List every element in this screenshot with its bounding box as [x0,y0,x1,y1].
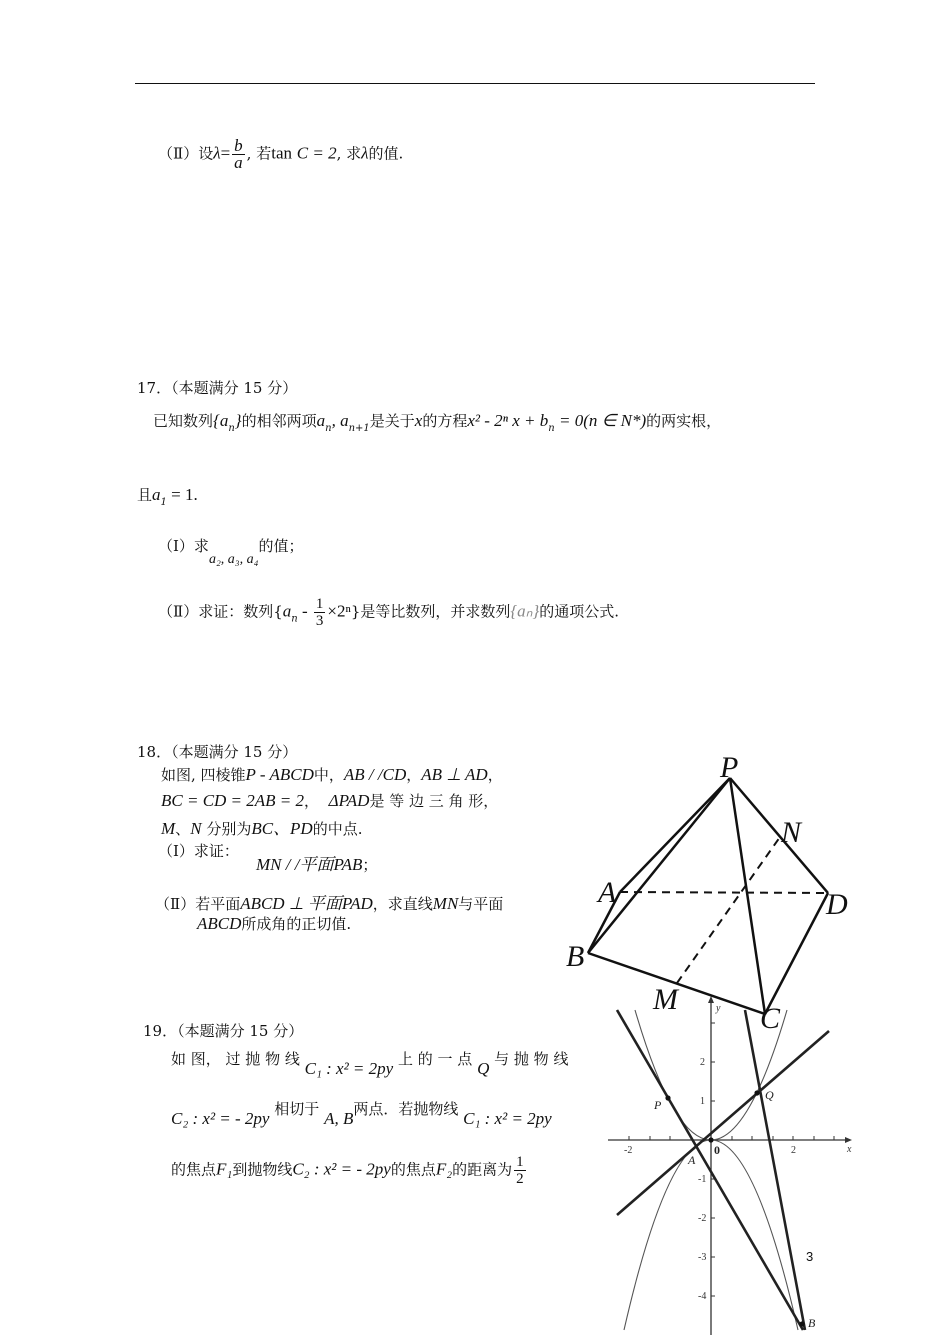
label-P: P [720,751,739,784]
q18-part2: （Ⅱ）若平面ABCD ⊥ 平面PAD，求直线MN与平面 [155,894,504,913]
y-tick-label: -4 [698,1291,707,1302]
x-axis-arrow-icon [845,1137,852,1143]
tangent-line-PQ [617,1031,829,1215]
label-B: B [566,940,585,973]
edge-AD-hidden [620,892,828,893]
segment-MN-hidden [677,837,780,983]
q18-line3: M、N 分别为BC、PD的中点. [161,819,363,838]
q19-line3: 的焦点F₁到抛物线C₂ : x² = - 2py的焦点F₂的距离为 $\frac{1}{2}$ [171,1154,524,1187]
q17-number: 17．（本题满分 15 分） [137,379,298,397]
point-Q [754,1090,759,1095]
y-tick-label: -2 [698,1213,707,1224]
edge-PB [588,778,730,953]
q19-number: 19．（本题满分 15 分） [143,1022,304,1040]
x-tick-label: -2 [624,1145,633,1156]
label-B: B [808,1316,816,1330]
x-axis-label: x [847,1144,852,1155]
label-P: P [654,1098,662,1112]
label-A: A [688,1153,696,1167]
label-Q: Q [765,1088,774,1102]
q18-number: 18．（本题满分 15 分） [137,743,298,761]
page-number: 3 [806,1249,814,1264]
q18-part1-expr: MN / /平面PAB； [256,855,378,874]
q19-line2: C₂ : x² = - 2py 相切于 A, B两点．若抛物线 C₁ : x² = 2py [171,1100,552,1128]
q16-part2: （Ⅱ）设λ= $\frac{b}{a}$ , 若tan C = 2, 求λ的值. [158,136,404,172]
q18-line1: 如图, 四棱锥P - ABCD中，AB / /CD，AB ⊥ AD， [161,765,503,784]
label-M: M [653,983,678,1016]
label-N: N [781,816,802,849]
origin-label: 0 [714,1143,720,1157]
q17-intro: 已知数列$\{a_n\}$的相邻两项$a_n$, $a_{n+1}$是关于x的方程x² - 2ⁿ $x + b_n = 0(n$ ∈ N*)的两实根， [153,411,722,434]
point-P [665,1095,670,1100]
fraction-b-over-a: $\frac{b}{a}$ [234,136,243,172]
y-tick-label: -3 [698,1252,707,1263]
parabola-graph [600,995,860,1344]
y-axis-arrow-icon [708,996,714,1003]
point-B [799,1321,804,1326]
q17-part1: （Ⅰ）求a₂, a₃, a₄的值； [158,537,304,567]
label-A: A [598,876,617,909]
q18-part1: （Ⅰ）求证： [158,842,239,860]
y-tick-label: 1 [700,1096,705,1107]
point-origin [708,1137,713,1142]
edge-PA [620,778,730,892]
label-C: C [760,1002,781,1035]
q17-part2: （Ⅱ）求证：数列{$a_n$ - $\frac{1}{3}$ ×2ⁿ}是等比数列，并求数列{aₙ}的通项公式. [158,596,620,629]
q17-condition: 且$a_1 = 1$. [137,485,198,508]
y-tick-label: 2 [700,1057,705,1068]
q19-line1: 如 图， 过 抛 物 线 C₁ : x² = 2py 上 的 一 点 Q 与 抛 物 线 [171,1050,569,1078]
fraction-one-half: $\frac{1}{2}$ [516,1154,524,1187]
label-D: D [826,888,848,921]
y-axis-label: y [716,1003,721,1014]
y-tick-label: -1 [698,1174,707,1185]
q18-part2-cont: ABCD所成角的正切值. [197,914,352,933]
header-rule [135,83,815,84]
x-tick-label: 2 [791,1145,796,1156]
fraction-one-third: $\frac{1}{3}$ [315,596,324,629]
q18-line2: BC = CD = 2AB = 2， ΔPAD是 等 边 三 角 形， [161,791,499,810]
